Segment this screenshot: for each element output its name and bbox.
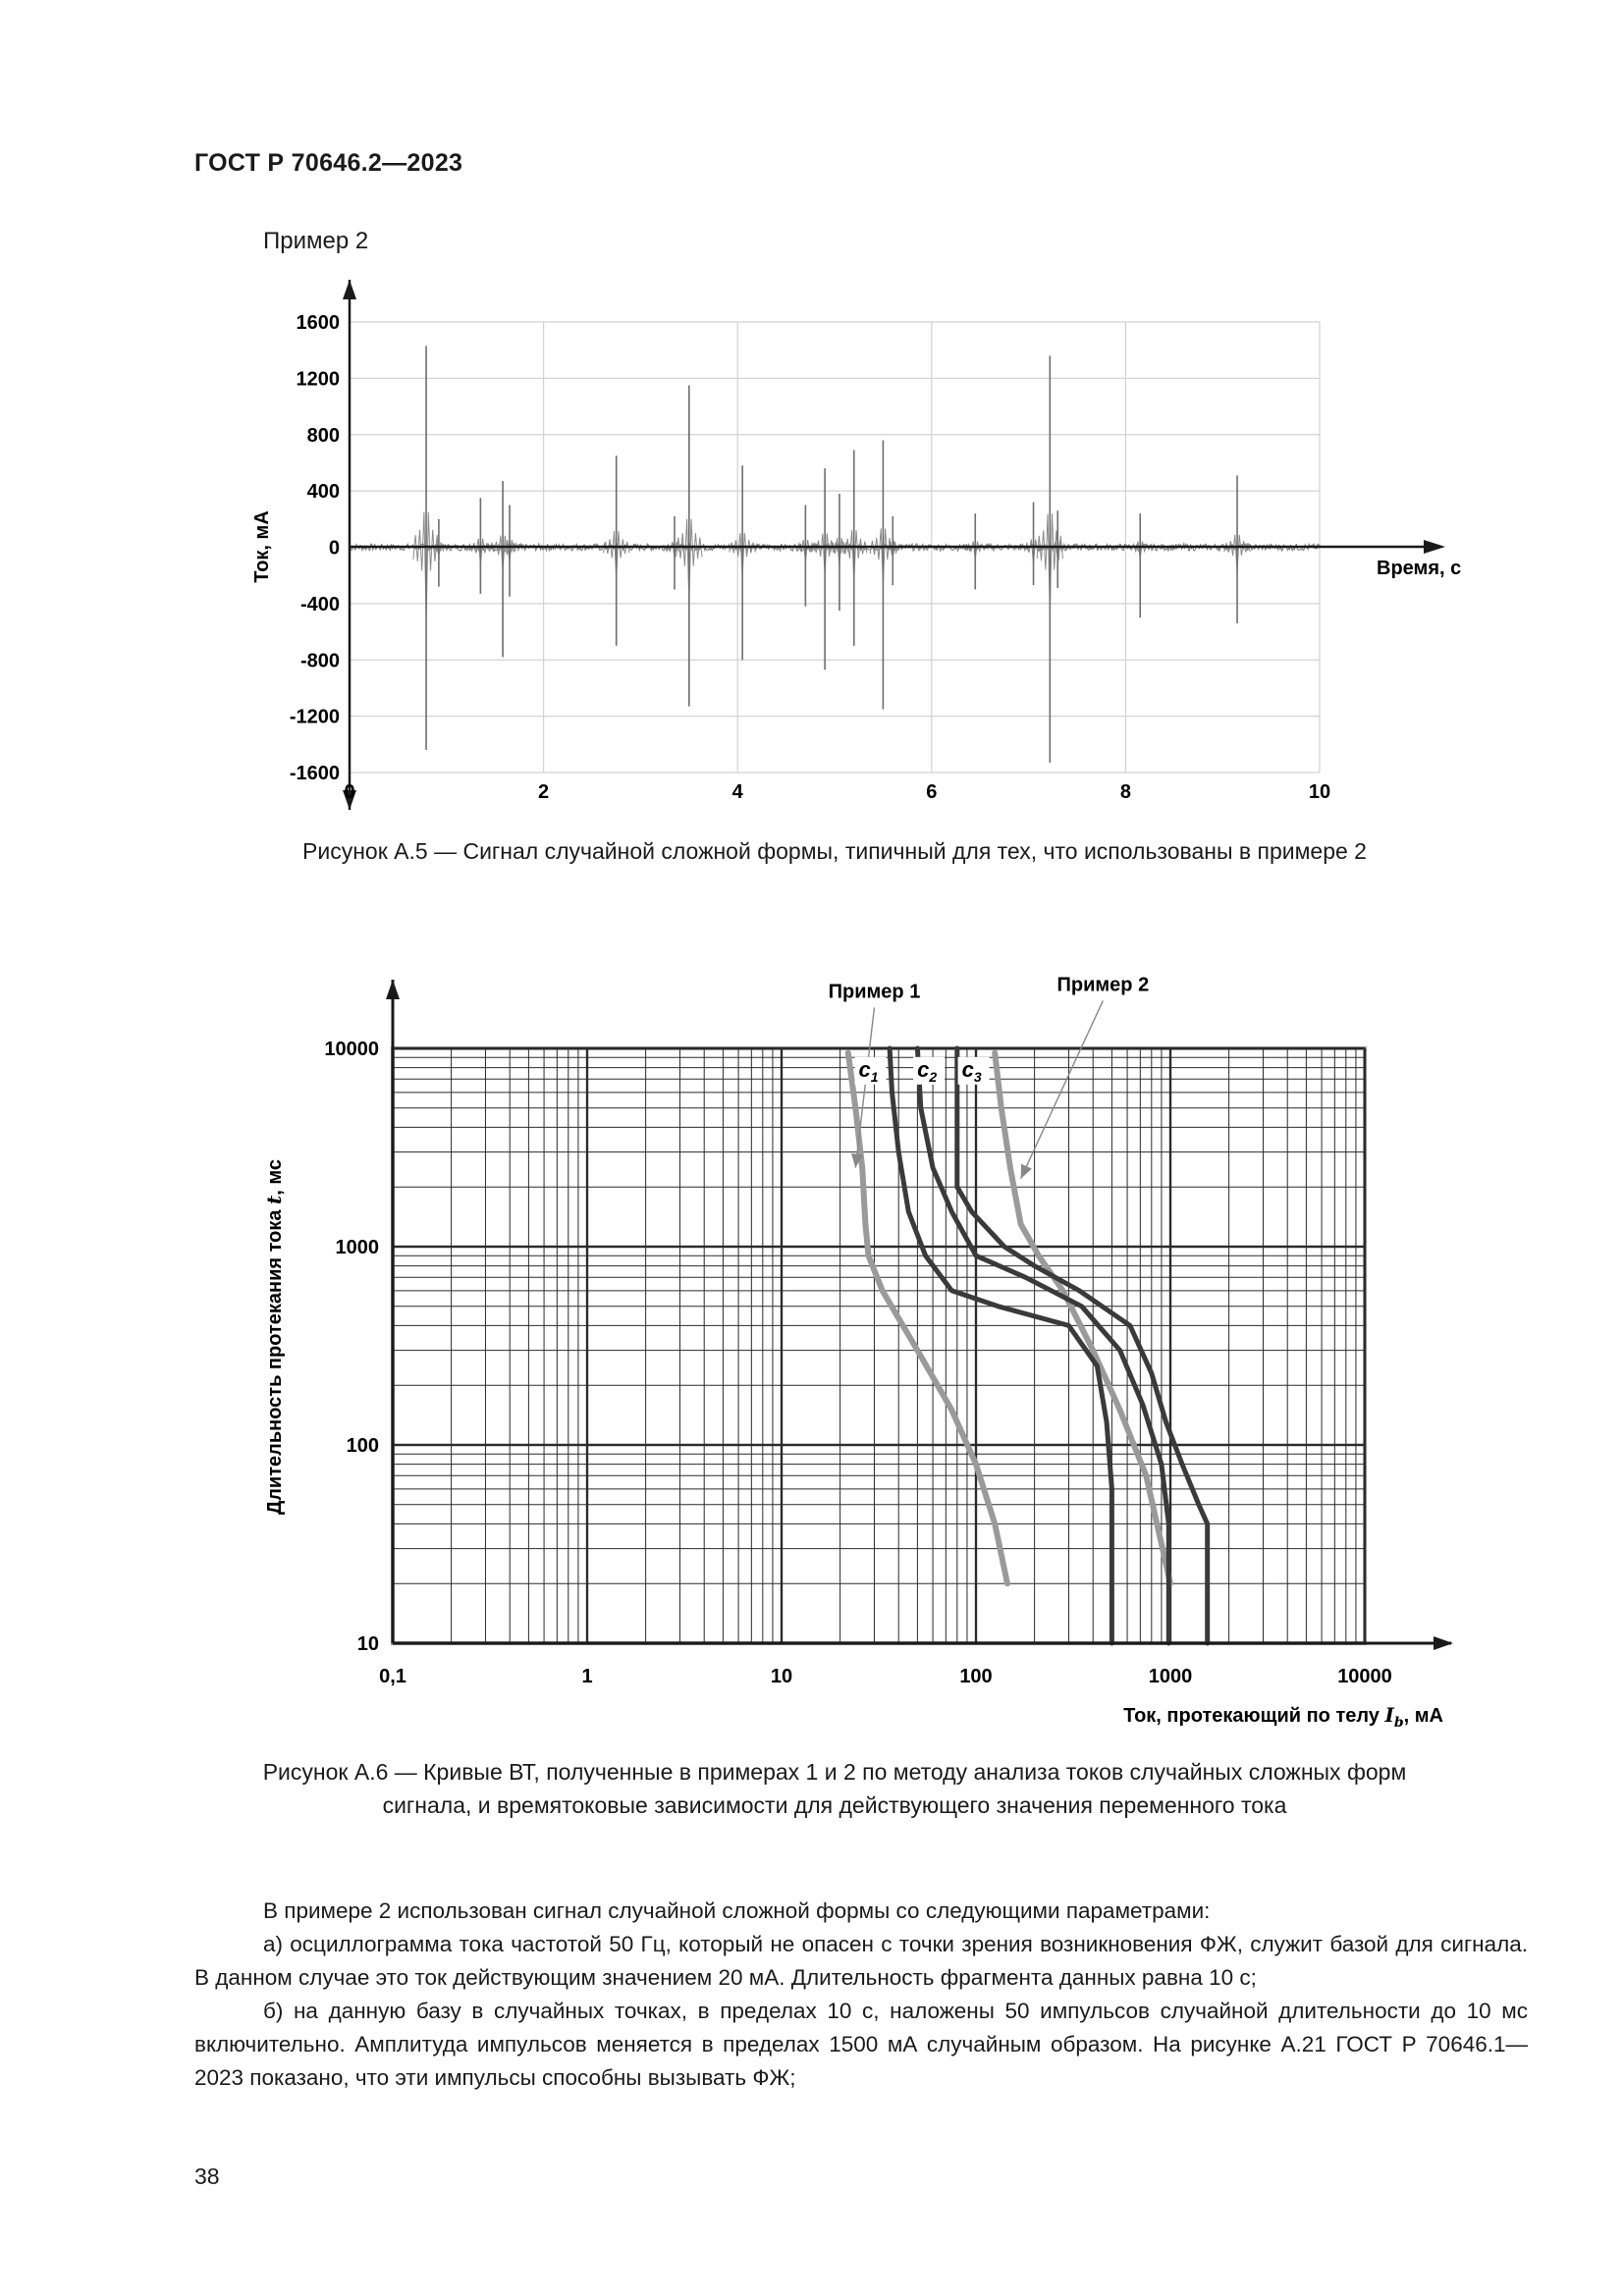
a5-y-tick-label: 1600 — [296, 312, 340, 334]
a6-x-tick-label: 10000 — [1337, 1666, 1392, 1687]
a5-x-tick-label: 0 — [344, 781, 355, 803]
figure-a6-caption — [196, 1755, 1473, 1822]
a5-y-tick-label: 800 — [306, 424, 340, 447]
body-text — [194, 1895, 1528, 2095]
a6-curve-label: $c_3$ — [961, 1056, 982, 1085]
a5-x-tick-label: 4 — [731, 781, 743, 803]
a5-signal — [350, 346, 1320, 763]
document-header: ГОСТ Р 70646.2—2023 — [194, 149, 463, 177]
a6-x-axis-arrow — [1434, 1636, 1453, 1650]
figure-a6-chart — [255, 972, 1492, 1737]
a5-x-axis-label: Время, с — [1377, 558, 1462, 579]
a6-annotations — [829, 974, 1150, 1178]
a6-curve-label: $c_2$ — [917, 1056, 938, 1085]
body-paragraph-3: б) на данную базу в случайных точках, в пределах 10 с, наложены 50 импульсов случайной длительности до 10 мс включительно. Амплитуда импульсов меняется в пределах 1500 мА случайным образом. На рисунке А.21 ГОСТ Р 70646.1—2023 показано, что эти импульсы способны вызывать ФЖ; — [194, 1999, 1528, 2090]
a5-x-axis-arrow — [1424, 540, 1445, 554]
a5-x-tick-label: 6 — [926, 781, 938, 803]
a5-y-tick-label: 0 — [328, 537, 340, 560]
figure-a5-caption: Рисунок А.5 — Сигнал случайной сложной формы, типичный для тех, что использованы в примере 2 — [302, 838, 1367, 864]
a6-x-tick-label: 1 — [581, 1666, 593, 1687]
a6-annotation-label: Пример 1 — [828, 981, 921, 1003]
a6-y-tick-label: 100 — [346, 1435, 379, 1457]
a6-x-tick-label: 0,1 — [379, 1666, 406, 1687]
a6-y-axis-label: Длительность протекания тока t, мс — [262, 1158, 286, 1516]
a6-x-tick-labels — [379, 1666, 1392, 1687]
a6-curves — [848, 1048, 1208, 1643]
a6-plot-frame — [393, 1048, 1365, 1643]
a6-y-tick-label: 10000 — [324, 1039, 379, 1060]
a6-x-tick-label: 1000 — [1148, 1666, 1193, 1687]
a5-x-tick-label: 8 — [1119, 781, 1131, 803]
body-paragraph-2: а) осциллограмма тока частотой 50 Гц, который не опасен с точки зрения возникновения ФЖ, служит базой для сигнала. В данном случае это ток действующим значением 20 мА. Длительность фрагмента данных равна 10 с; — [194, 1932, 1528, 1990]
a5-x-tick-labels — [344, 781, 1330, 803]
a6-x-tick-label: 100 — [959, 1666, 993, 1687]
a5-y-tick-label: -400 — [299, 593, 340, 615]
a5-y-tick-label: -1200 — [289, 706, 340, 728]
figure-a6-caption-line-1: Рисунок А.6 — Кривые ВТ, полученные в примерах 1 и 2 по методу анализа токов случайных сложных форм — [262, 1759, 1407, 1785]
a5-y-tick-labels — [290, 312, 340, 784]
a5-y-axis-arrow-up — [343, 280, 356, 299]
a6-y-axis-arrow — [386, 980, 400, 999]
figure-a5-chart — [236, 280, 1492, 829]
page-number: 38 — [194, 2163, 220, 2189]
a5-y-tick-label: -800 — [299, 650, 340, 672]
a5-x-tick-label: 2 — [538, 781, 550, 803]
a6-grid — [393, 1048, 1365, 1643]
a5-y-tick-label: 1200 — [296, 368, 340, 391]
a6-y-tick-labels — [324, 1039, 379, 1655]
a6-curve-label: $c_1$ — [858, 1056, 879, 1085]
a6-curve-ex2 — [995, 1053, 1170, 1584]
a6-x-axis-label: Ток, протекающий по телу $I_b$, мА — [1123, 1703, 1443, 1731]
a5-y-axis-label: Ток, мА — [251, 510, 273, 583]
figure-a6-caption-line-2: сигнала, и времятоковые зависимости для действующего значения переменного тока — [382, 1792, 1287, 1818]
a6-y-tick-label: 10 — [356, 1633, 379, 1655]
a6-x-tick-label: 10 — [770, 1666, 793, 1687]
a5-y-tick-label: 400 — [306, 481, 340, 504]
a5-x-tick-label: 10 — [1308, 781, 1331, 803]
a6-y-tick-label: 1000 — [335, 1237, 379, 1258]
a5-y-tick-label: -1600 — [289, 763, 340, 784]
a6-annotation-label: Пример 2 — [1056, 974, 1150, 996]
example-label: Пример 2 — [263, 228, 369, 254]
a6-annotation-leader — [855, 1007, 874, 1167]
body-paragraph-1: В примере 2 использован сигнал случайной сложной формы со следующими параметрами: — [263, 1898, 1211, 1923]
